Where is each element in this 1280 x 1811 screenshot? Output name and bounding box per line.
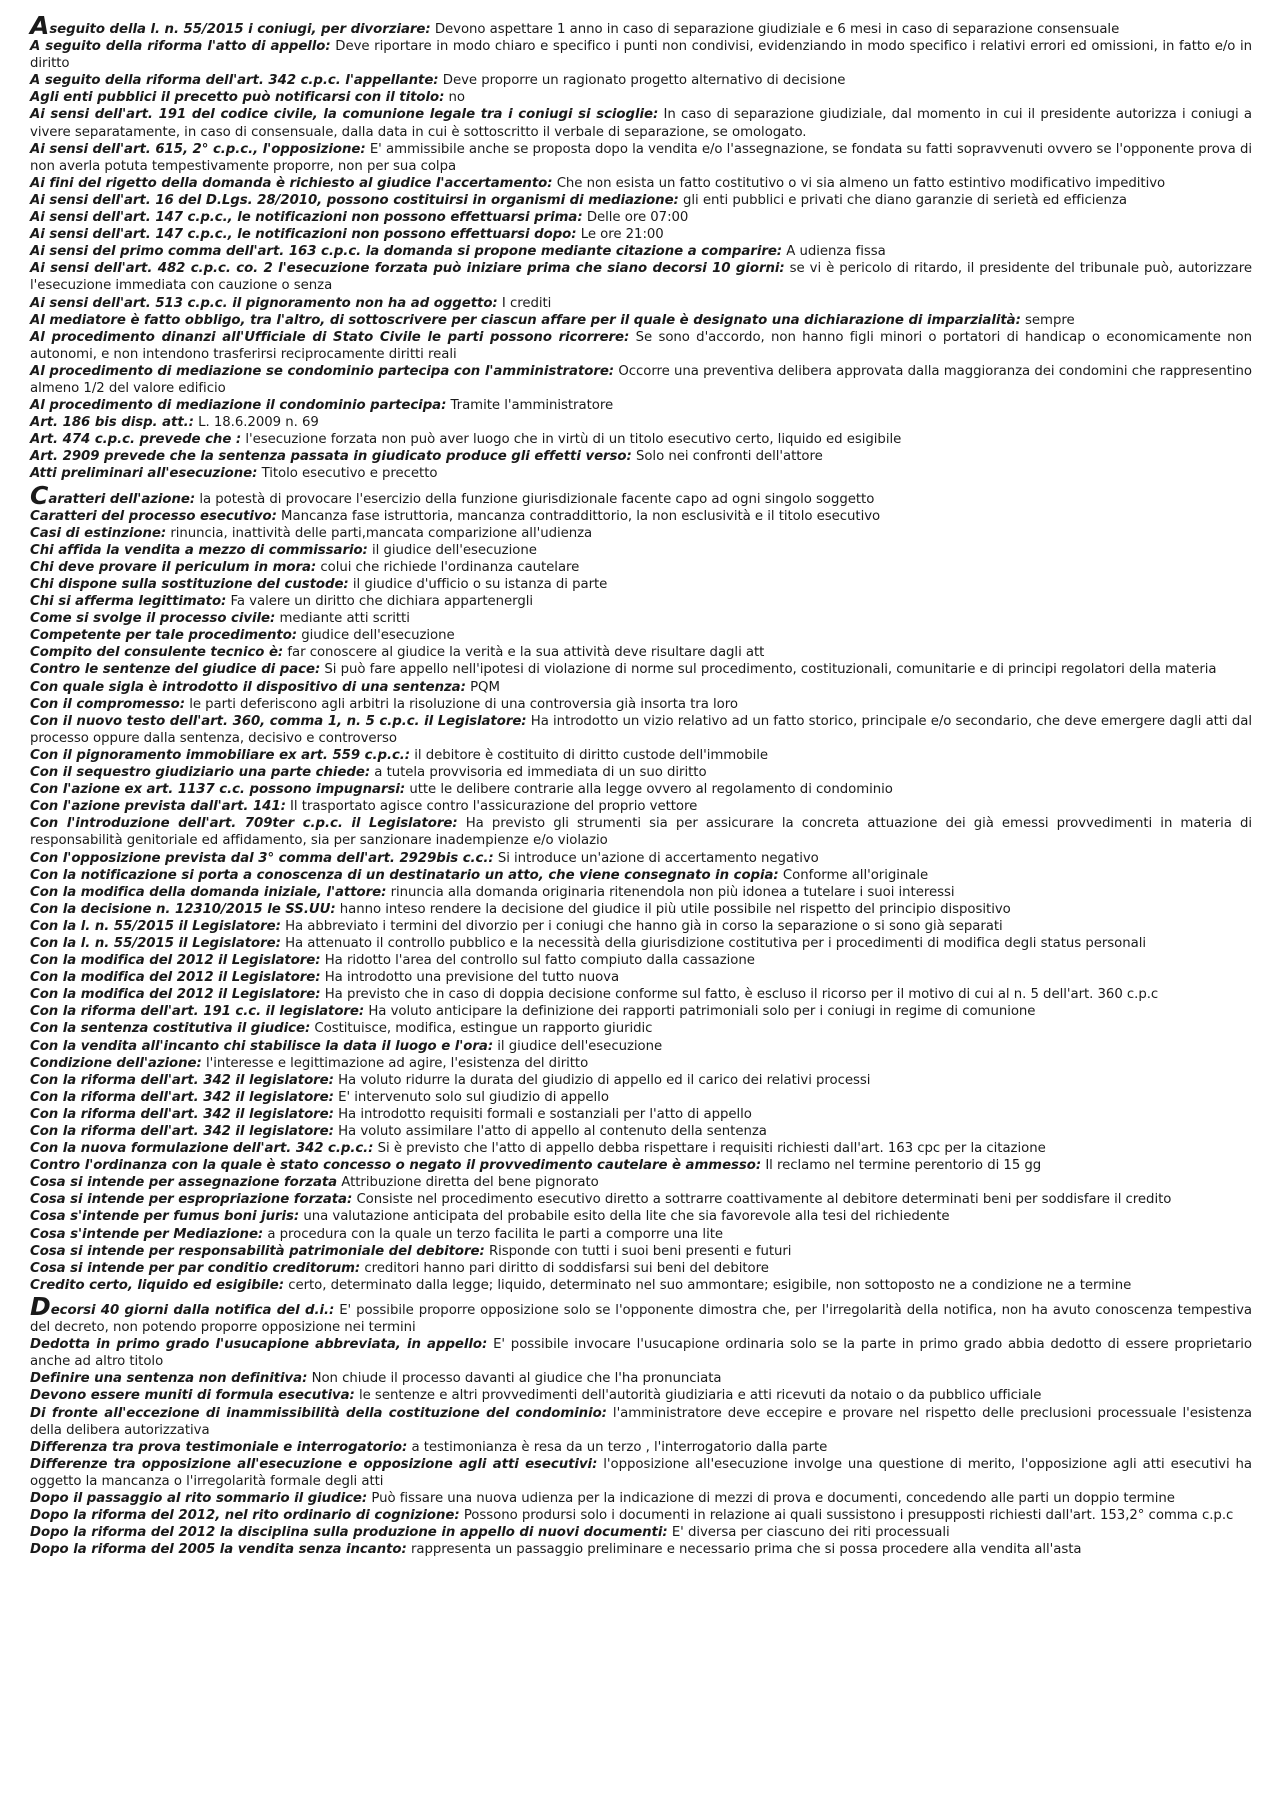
glossary-entry xyxy=(30,1260,1252,1277)
glossary-entry xyxy=(30,815,1252,849)
section-initial: C xyxy=(30,480,49,510)
glossary-entry xyxy=(30,1490,1252,1507)
glossary-entry xyxy=(30,312,1252,329)
letter-section-a xyxy=(30,11,1253,483)
entry-answer: creditori hanno pari diritto di soddisfarsi sui beni del debitore xyxy=(364,1260,769,1276)
entry-question: Con il nuovo testo dell'art. 360, comma 1, n. 5 c.p.c. il Legislatore: xyxy=(30,713,527,729)
entry-answer: Può fissare una nuova udienza per la indicazione di mezzi di prova e documenti, concedendo alle parti un doppio termine xyxy=(371,1490,1175,1506)
entry-answer: Si introduce un'azione di accertamento negativo xyxy=(497,850,819,866)
glossary-entry xyxy=(30,11,1252,40)
entry-question: Cosa s'intende per fumus boni juris: xyxy=(30,1209,300,1225)
glossary-entry xyxy=(30,1336,1252,1370)
entry-answer: Ha voluto ridurre la durata del giudizio di appello ed il carico dei relativi processi xyxy=(338,1072,871,1088)
entry-answer: il debitore è costituito di diritto custode dell'immobile xyxy=(414,747,769,763)
glossary-entry xyxy=(30,952,1252,969)
entry-question: Cosa s'intende per Mediazione: xyxy=(30,1226,264,1242)
entry-question: Con l'opposizione prevista dal 3° comma dell'art. 2929bis c.c.: xyxy=(30,850,494,866)
glossary-entry xyxy=(30,661,1252,678)
entry-answer: Consiste nel procedimento esecutivo diretto a sottrarre coattivamente al debitore determinati beni per soddisfare il credito xyxy=(356,1192,1172,1208)
entry-answer: le sentenze e altri provvedimenti dell'autorità giudiziaria e atti ricevuti da notaio o da pubblico ufficiale xyxy=(358,1388,1042,1404)
entry-answer: l'amministratore deve eccepire e provare nel rispetto delle preclusioni processuale l'esistenza della delibera autorizzativa xyxy=(30,1405,1252,1438)
entry-answer: E' diversa per ciascuno dei riti processuali xyxy=(671,1525,950,1541)
entry-answer: Titolo esecutivo e precetto xyxy=(261,466,438,482)
glossary-entry xyxy=(30,1208,1252,1225)
entry-question: ecorsi 40 giorni dalla notifica del d.i.: xyxy=(50,1302,335,1318)
entry-answer: hanno inteso rendere la decisione del giudice il più utile possibile nel rispetto del principio dispositivo xyxy=(339,901,1011,917)
entry-answer: giudice dell'esecuzione xyxy=(301,628,455,644)
entry-answer: Ha abbreviato i termini del divorzio per i coniugi che hanno già in corso la separazione o si sono già separati xyxy=(285,918,1003,934)
entry-answer: rinuncia alla domanda originaria ritenendola non più idonea a tutelare i suoi interessi xyxy=(390,884,955,900)
entry-answer: Delle ore 07:00 xyxy=(586,210,689,226)
entry-answer: Occorre una preventiva delibera approvata dalla maggioranza dei condomini che rappresentino almeno 1/2 del valore edificio xyxy=(30,363,1252,396)
entry-question: Compito del consulente tecnico è: xyxy=(30,645,284,661)
entry-answer: il giudice d'ufficio o su istanza di parte xyxy=(352,577,608,592)
entry-answer: Ha previsto gli strumenti sia per assicurare la concreta attuazione dei già emessi provvedimenti in materia di responsabilità genitoriale ed affidamento, sia per sanzionare inadempienze e/o violazio xyxy=(30,816,1252,849)
entry-question: Con la sentenza costitutiva il giudice: xyxy=(30,1021,311,1037)
glossary-entry xyxy=(30,798,1252,815)
glossary-entry xyxy=(30,414,1252,431)
glossary-entry xyxy=(30,1226,1252,1243)
entry-question: Contro l'ordinanza con la quale è stato concesso o negato il provvedimento cautelare è ammesso: xyxy=(30,1158,762,1174)
entry-answer: certo, determinato dalla legge; liquido, determinato nel suo ammontare; esigibile, non sottoposto ne a condizione ne a termine xyxy=(288,1277,1132,1293)
glossary-entry xyxy=(30,867,1252,884)
entry-question: Con il compromesso: xyxy=(30,696,186,712)
glossary-entry xyxy=(30,1277,1252,1294)
entry-answer: il giudice dell'esecuzione xyxy=(372,542,537,558)
entry-question: Con quale sigla è introdotto il dispositivo di una sentenza: xyxy=(30,679,466,695)
entry-question: Chi dispone sulla sostituzione del custode: xyxy=(30,577,349,592)
glossary-entry xyxy=(30,1387,1252,1404)
glossary-entry xyxy=(30,764,1252,781)
entry-answer: no xyxy=(448,90,466,106)
entry-answer: rinuncia, inattività delle parti,mancata comparizione all'udienza xyxy=(170,525,593,541)
entry-answer: Se sono d'accordo, non hanno figli minori o portatori di handicap o economicamente non autonomi, e non intendono trasferirsi reciprocamente diritti reali xyxy=(30,329,1252,362)
entry-answer: rappresenta un passaggio preliminare e necessario prima che si possa procedere alla vendita all'asta xyxy=(410,1542,1082,1558)
glossary-entry xyxy=(30,1055,1252,1072)
entry-question: Art. 474 c.p.c. prevede che : xyxy=(30,432,242,448)
entry-question: Con la riforma dell'art. 342 il legislatore: xyxy=(30,1106,334,1122)
entry-question: Dopo la riforma del 2005 la vendita senza incanto: xyxy=(30,1542,407,1558)
entry-answer: Ha voluto assimilare l'atto di appello al contenuto della sentenza xyxy=(338,1124,767,1139)
entry-question: Definire una sentenza non definitiva: xyxy=(30,1371,308,1387)
entry-answer: il giudice dell'esecuzione xyxy=(497,1038,663,1054)
entry-answer: Si può fare appello nell'ipotesi di violazione di norme sul procedimento, costituzionali, comunitarie e di principi regolatori della materia xyxy=(324,662,1217,678)
entry-question: Al procedimento dinanzi all'Ufficiale di Stato Civile le parti possono ricorrere: xyxy=(30,329,630,345)
glossary-entry xyxy=(30,1370,1252,1387)
entry-answer: Ha previsto che in caso di doppia decisione conforme sul fatto, è escluso il ricorso per il motivo di cui al n. 5 dell'art. 360 c.p.c xyxy=(324,987,1159,1003)
glossary-entry xyxy=(30,901,1252,918)
entry-answer: E' possibile invocare l'usucapione ordinaria solo se la parte in primo grado abbia dedotto di essere proprietario anche ad altro titolo xyxy=(30,1337,1253,1370)
glossary-entry xyxy=(30,781,1252,798)
section-initial: A xyxy=(30,11,50,40)
entry-question: Cosa si intende per par conditio creditorum: xyxy=(30,1260,361,1276)
entry-question: Ai sensi dell'art. 147 c.p.c., le notificazioni non possono effettuarsi dopo: xyxy=(30,227,577,243)
glossary-entry xyxy=(30,175,1252,192)
entry-question: Contro le sentenze del giudice di pace: xyxy=(30,662,321,678)
entry-question: Con la modifica della domanda iniziale, l'attore: xyxy=(30,884,387,900)
entry-question: Con la nuova formulazione dell'art. 342 c.p.c.: xyxy=(30,1141,374,1157)
glossary-entry xyxy=(30,295,1252,312)
entry-answer: Conforme all'originale xyxy=(782,867,929,883)
entry-question: Con l'azione prevista dall'art. 141: xyxy=(30,799,286,815)
entry-answer: una valutazione anticipata del probabile esito della lite che sia favorevole alla tesi del richiedente xyxy=(303,1209,950,1225)
entry-question: Atti preliminari all'esecuzione: xyxy=(30,466,258,482)
entry-question: Cosa si intende per responsabilità patrimoniale del debitore: xyxy=(30,1243,485,1259)
entry-question: Ai sensi dell'art. 147 c.p.c., le notificazioni non possono effettuarsi prima: xyxy=(30,210,583,226)
entry-question: Chi si afferma legittimato: xyxy=(30,594,227,610)
glossary-entry xyxy=(30,627,1252,644)
glossary-entry xyxy=(30,1123,1252,1140)
entry-answer: la potestà di provocare l'esercizio della funzione giurisdizionale facente capo ad ogni singolo soggetto xyxy=(199,491,875,507)
entry-answer: sempre xyxy=(1025,312,1075,328)
glossary-entry xyxy=(30,1038,1252,1055)
glossary-entry xyxy=(30,508,1252,525)
entry-question: Con la vendita all'incanto chi stabilisce la data il luogo e l'ora: xyxy=(30,1038,494,1054)
entry-answer: mediante atti scritti xyxy=(279,611,410,627)
entry-answer: Mancanza fase istruttoria, mancanza contraddittorio, la non esclusività e il titolo esecutivo xyxy=(281,508,881,524)
glossary-entry xyxy=(30,480,1252,510)
glossary-entry xyxy=(30,610,1252,627)
entry-question: Cosa si intende per assegnazione forzata xyxy=(30,1175,338,1191)
entry-answer: a testimonianza è resa da un terzo , l'interrogatorio dalla parte xyxy=(411,1439,828,1455)
entry-question: Ai sensi dell'art. 482 c.p.c. co. 2 l'esecuzione forzata può iniziare prima che siano decorsi 10 giorni: xyxy=(30,261,785,277)
entry-answer: Il trasportato agisce contro l'assicurazione del proprio vettore xyxy=(290,799,698,815)
entry-question: Con la notificazione si porta a conoscenza di un destinatario un atto, che viene consegnato in copia: xyxy=(30,867,779,883)
entry-question: Ai sensi dell'art. 615, 2° c.p.c., l'opposizione: xyxy=(30,141,366,157)
entry-answer: A udienza fissa xyxy=(786,244,886,260)
entry-question: Agli enti pubblici il precetto può notificarsi con il titolo: xyxy=(30,90,445,106)
entry-answer: E' intervenuto solo sul giudizio di appello xyxy=(338,1089,609,1105)
entry-question: Con il sequestro giudiziario una parte chiede: xyxy=(30,765,371,781)
glossary-entry xyxy=(30,935,1252,952)
entry-answer: l'interesse e legittimazione ad agire, l'esistenza del diritto xyxy=(205,1055,589,1071)
entry-answer: I crediti xyxy=(501,295,552,311)
glossary-entry xyxy=(30,559,1252,576)
entry-answer: Tramite l'amministratore xyxy=(450,398,614,414)
glossary-entry xyxy=(30,1157,1252,1174)
entry-answer: Le ore 21:00 xyxy=(580,227,664,243)
entry-question: Dopo la riforma del 2012 la disciplina sulla produzione in appello di nuovi documenti: xyxy=(30,1525,668,1541)
glossary-entry xyxy=(30,593,1252,610)
entry-answer: Solo nei confronti dell'attore xyxy=(635,449,823,465)
entry-answer: Ha introdotto requisiti formali e sostanziali per l'atto di appello xyxy=(338,1106,752,1122)
glossary-entry xyxy=(30,969,1252,986)
glossary-entry xyxy=(30,72,1252,89)
entry-answer: se vi è pericolo di ritardo, il presidente del tribunale può, autorizzare l'esecuzione immediata con cauzione o senza xyxy=(30,261,1252,294)
entry-question: Ai sensi dell'art. 16 del D.Lgs. 28/2010, possono costituirsi in organismi di mediazione: xyxy=(30,192,679,208)
glossary-entry xyxy=(30,260,1252,294)
glossary-entry xyxy=(30,850,1252,867)
glossary-entry xyxy=(30,1072,1252,1089)
glossary-entry xyxy=(30,918,1252,935)
entry-question: Caratteri del processo esecutivo: xyxy=(30,508,277,524)
glossary-entry xyxy=(30,713,1252,747)
entry-question: Competente per tale procedimento: xyxy=(30,628,298,644)
entry-question: Con l'azione ex art. 1137 c.c. possono impugnarsi: xyxy=(30,782,406,798)
glossary-entry xyxy=(30,448,1252,465)
glossary-entry xyxy=(30,106,1252,140)
glossary-entry xyxy=(30,243,1252,260)
entry-answer: Ha introdotto un vizio relativo ad un fatto storico, principale e/o secondario, che deve emergere dagli atti dal processo oppure dalla sentenza, decisivo e controverso xyxy=(30,713,1252,746)
glossary-entry xyxy=(30,1291,1252,1336)
glossary-entry xyxy=(30,1507,1252,1524)
glossary-entry xyxy=(30,192,1252,209)
glossary-entry xyxy=(30,1089,1252,1106)
entry-answer: Risponde con tutti i suoi beni presenti e futuri xyxy=(488,1243,792,1259)
glossary-entry xyxy=(30,329,1252,363)
entry-question: Al procedimento di mediazione se condominio partecipa con l'amministratore: xyxy=(30,363,615,379)
entry-question: Di fronte all'eccezione di inammissibilità della costituzione del condominio: xyxy=(30,1405,607,1421)
entry-answer: Deve proporre un ragionato progetto alternativo di decisione xyxy=(442,73,846,89)
entry-question: Con l'introduzione dell'art. 709ter c.p.c. il Legislatore: xyxy=(30,816,458,832)
glossary-entry xyxy=(30,986,1252,1003)
entry-question: Chi affida la vendita a mezzo di commissario: xyxy=(30,542,368,558)
glossary-page xyxy=(30,11,1253,1558)
entry-answer: far conoscere al giudice la verità e la sua attività deve risultare dagli att xyxy=(287,645,765,661)
entry-question: Come si svolge il processo civile: xyxy=(30,611,276,627)
entry-answer: Attribuzione diretta del bene pignorato xyxy=(341,1175,599,1191)
entry-question: seguito della l. n. 55/2015 i coniugi, per divorziare: xyxy=(49,22,431,37)
entry-answer: le parti deferiscono agli arbitri la risoluzione di una controversia già insorta tra loro xyxy=(189,696,738,712)
entry-answer: L. 18.6.2009 n. 69 xyxy=(198,415,319,431)
entry-answer: a procedura con la quale un terzo facilita le parti a comporre una lite xyxy=(267,1226,724,1242)
entry-question: Con la modifica del 2012 il Legislatore: xyxy=(30,987,321,1003)
entry-question: Differenza tra prova testimoniale e interrogatorio: xyxy=(30,1439,408,1455)
entry-question: Con la modifica del 2012 il Legislatore: xyxy=(30,953,321,969)
glossary-entry xyxy=(30,397,1252,414)
glossary-entry xyxy=(30,884,1252,901)
entry-answer: utte le delibere contrarie alla legge ovvero al regolamento di condominio xyxy=(409,782,893,798)
entry-question: Con la riforma dell'art. 342 il legislatore: xyxy=(30,1072,334,1088)
entry-answer: In caso di separazione giudiziale, dal momento in cui il presidente autorizza i coniugi a vivere separatamente, in caso di consensuale, dalla data in cui è sottoscritto il verbale di separazione, se omologato. xyxy=(30,107,1252,140)
glossary-entry xyxy=(30,747,1252,764)
glossary-entry xyxy=(30,1020,1252,1037)
entry-answer: Deve riportare in modo chiaro e specifico i punti non condivisi, evidenziando in modo specifico i relativi errori ed omissioni, in fatto e/o in diritto xyxy=(30,39,1252,72)
entry-question: A seguito della riforma dell'art. 342 c.p.c. l'appellante: xyxy=(30,73,439,89)
glossary-entry xyxy=(30,644,1252,661)
entry-answer: E' ammissibile anche se proposta dopo la vendita e/o l'assegnazione, se fondata su fatti sopravvenuti ovvero se l'opponente prova di non averla potuta tempestivamente proporre, non per sua colpa xyxy=(30,141,1253,174)
entry-question: Credito certo, liquido ed esigibile: xyxy=(30,1277,285,1293)
entry-question: Chi deve provare il periculum in mora: xyxy=(30,559,317,575)
entry-question: Dedotta in primo grado l'usucapione abbreviata, in appello: xyxy=(30,1337,488,1353)
entry-question: Cosa si intende per espropriazione forzata: xyxy=(30,1192,353,1208)
entry-question: Con la modifica del 2012 il Legislatore: xyxy=(30,970,321,986)
entry-question: Casi di estinzione: xyxy=(30,525,167,541)
glossary-entry xyxy=(30,1456,1252,1490)
entry-answer: Non chiude il processo davanti al giudice che l'ha pronunciata xyxy=(311,1371,722,1387)
entry-question: Ai fini del rigetto della domanda è richiesto al giudice l'accertamento: xyxy=(30,175,553,191)
letter-section-c xyxy=(30,480,1252,1294)
entry-answer: Che non esista un fatto costitutivo o vi sia almeno un fatto estintivo modificativo impeditivo xyxy=(556,175,1166,191)
glossary-entry xyxy=(30,1003,1252,1020)
entry-question: Art. 2909 prevede che la sentenza passata in giudicato produce gli effetti verso: xyxy=(30,449,632,465)
entry-question: Con la l. n. 55/2015 il Legislatore: xyxy=(30,918,281,934)
glossary-entry xyxy=(30,226,1252,243)
glossary-entry xyxy=(30,1524,1252,1541)
entry-answer: Fa valere un diritto che dichiara appartenergli xyxy=(230,594,534,610)
entry-question: Dopo la riforma del 2012, nel rito ordinario di cognizione: xyxy=(30,1508,460,1524)
entry-question: Dopo il passaggio al rito sommario il giudice: xyxy=(30,1490,368,1506)
letter-section-d xyxy=(30,1291,1253,1558)
glossary-entry xyxy=(30,542,1252,559)
glossary-entry xyxy=(30,1243,1252,1260)
glossary-entry xyxy=(30,431,1252,448)
entry-question: A seguito della riforma l'atto di appello: xyxy=(30,39,331,55)
glossary-entry xyxy=(30,1191,1252,1208)
glossary-entry xyxy=(30,1439,1252,1456)
entry-question: Con la decisione n. 12310/2015 le SS.UU: xyxy=(30,901,336,917)
entry-question: Con la riforma dell'art. 342 il legislatore: xyxy=(30,1089,334,1105)
glossary-entry xyxy=(30,696,1252,713)
entry-answer: gli enti pubblici e privati che diano garanzie di serietà ed efficienza xyxy=(683,192,1127,208)
entry-answer: Costituisce, modifica, estingue un rapporto giuridic xyxy=(314,1021,653,1037)
glossary-entry xyxy=(30,1541,1252,1558)
entry-answer: l'opposizione all'esecuzione involge una questione di merito, l'opposizione agli atti esecutivi ha oggetto la mancanza o l'irregolarità formale degli atti xyxy=(30,1456,1253,1489)
entry-question: Art. 186 bis disp. att.: xyxy=(30,415,194,431)
glossary-entry xyxy=(30,38,1252,72)
glossary-entry xyxy=(30,679,1252,696)
entry-answer: Ha ridotto l'area del controllo sul fatto compiuto dalla cassazione xyxy=(324,953,755,969)
entry-question: Ai sensi del primo comma dell'art. 163 c.p.c. la domanda si propone mediante citazione a comparire: xyxy=(30,244,783,260)
glossary-entry xyxy=(30,1140,1252,1157)
entry-question: aratteri dell'azione: xyxy=(48,491,196,507)
glossary-entry xyxy=(30,1106,1252,1123)
entry-answer: l'esecuzione forzata non può aver luogo che in virtù di un titolo esecutivo certo, liquido ed esigibile xyxy=(245,432,902,448)
entry-answer: Ha introdotto una previsione del tutto nuova xyxy=(324,970,620,986)
entry-question: Devono essere muniti di formula esecutiva: xyxy=(30,1388,355,1404)
entry-question: Differenze tra opposizione all'esecuzione e opposizione agli atti esecutivi: xyxy=(30,1456,598,1472)
entry-question: Ai sensi dell'art. 513 c.p.c. il pignoramento non ha ad oggetto: xyxy=(30,295,498,311)
entry-answer: Possono prodursi solo i documenti in relazione ai quali sussistono i presupposti richiesti dall'art. 153,2° comma c.p.c xyxy=(463,1508,1234,1524)
glossary-entry xyxy=(30,525,1252,542)
glossary-entry xyxy=(30,465,1252,482)
entry-question: Con il pignoramento immobiliare ex art. 559 c.p.c.: xyxy=(30,747,411,763)
entry-question: Con la l. n. 55/2015 il Legislatore: xyxy=(30,935,281,951)
entry-answer: E' possibile proporre opposizione solo se l'opponente dimostra che, per l'irregolarità della notifica, non ha avuto conoscenza tempestiva del decreto, non potendo proporre opposizione nei termini xyxy=(30,1302,1252,1336)
entry-answer: Ha attenuato il controllo pubblico e la necessità della giurisdizione costitutiva per i procedimenti di modifica degli status personali xyxy=(285,935,1147,951)
entry-question: Al procedimento di mediazione il condominio partecipa: xyxy=(30,398,447,414)
entry-question: Condizione dell'azione: xyxy=(30,1055,202,1071)
entry-question: Al mediatore è fatto obbligo, tra l'altro, di sottoscrivere per ciascun affare per il quale è designato una dichiarazione di imparzialità: xyxy=(30,312,1021,328)
entry-question: Con la riforma dell'art. 342 il legislatore: xyxy=(30,1124,334,1139)
glossary-entry xyxy=(30,141,1252,175)
glossary-entry xyxy=(30,1174,1252,1191)
glossary-entry xyxy=(30,1405,1252,1439)
entry-answer: PQM xyxy=(470,679,500,695)
entry-answer: a tutela provvisoria ed immediata di un suo diritto xyxy=(374,765,707,781)
glossary-entry xyxy=(30,89,1252,106)
entry-question: Con la riforma dell'art. 191 c.c. il legislatore: xyxy=(30,1004,365,1020)
entry-answer: Devono aspettare 1 anno in caso di separazione giudiziale e 6 mesi in caso di separazione consensuale xyxy=(434,22,1120,37)
entry-answer: colui che richiede l'ordinanza cautelare xyxy=(320,559,580,575)
entry-answer: Il reclamo nel termine perentorio di 15 gg xyxy=(765,1158,1042,1174)
section-initial: D xyxy=(30,1291,51,1321)
entry-question: Ai sensi dell'art. 191 del codice civile, la comunione legale tra i coniugi si scioglie: xyxy=(30,107,659,123)
glossary-entry xyxy=(30,363,1252,397)
entry-answer: Si è previsto che l'atto di appello debba rispettare i requisiti richiesti dall'art. 163 cpc per la citazione xyxy=(377,1141,1046,1157)
entry-answer: Ha voluto anticipare la definizione dei rapporti patrimoniali solo per i coniugi in regime di comunione xyxy=(368,1004,1036,1020)
glossary-entry xyxy=(30,209,1252,226)
glossary-entry xyxy=(30,576,1252,593)
